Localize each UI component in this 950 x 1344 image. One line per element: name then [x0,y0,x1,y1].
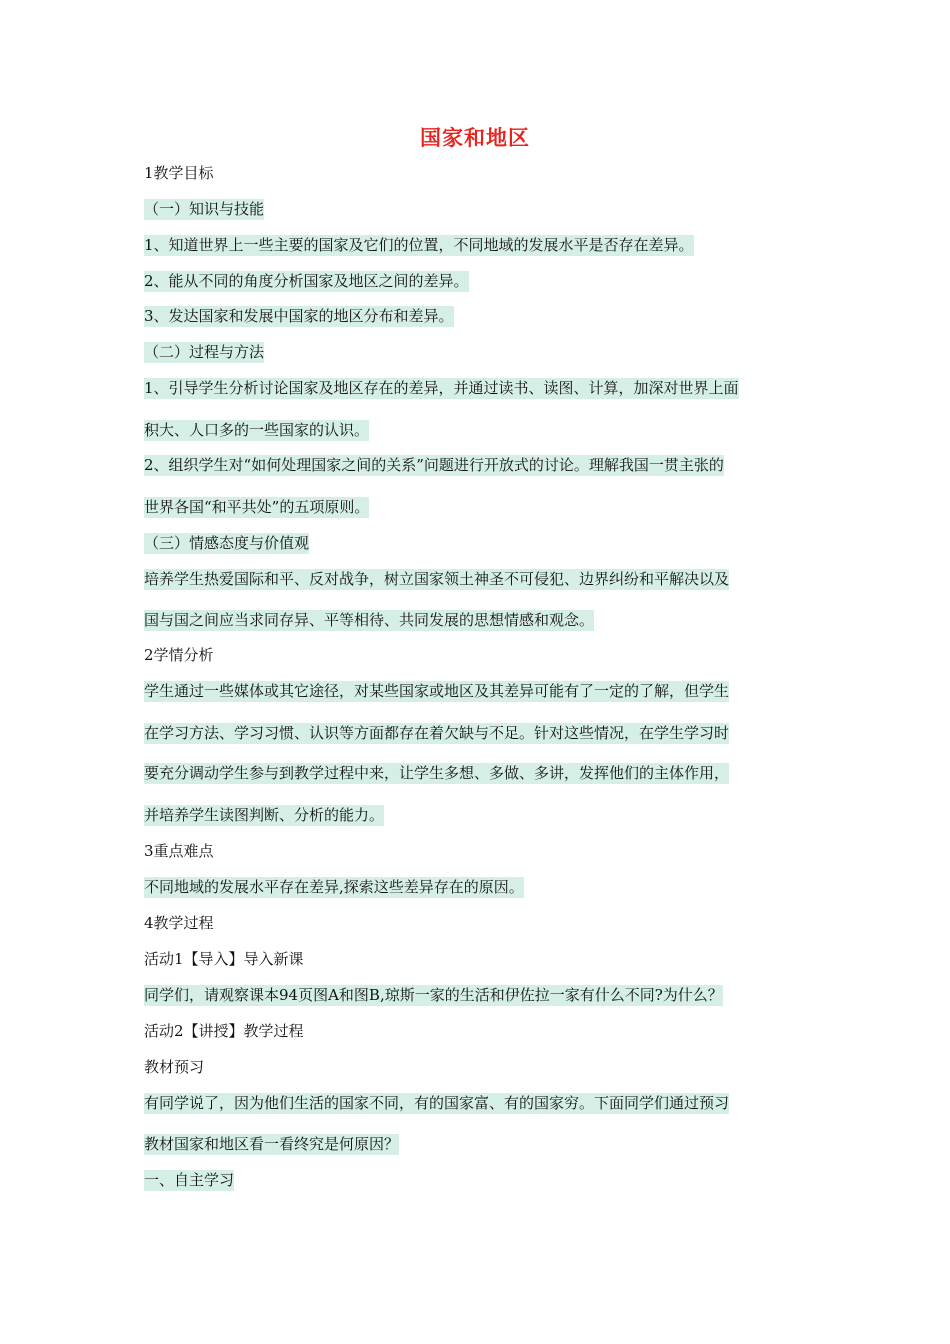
line-text: 一、自主学习 [144,1171,235,1189]
text-line [144,805,384,825]
line-text: 3、发达国家和发展中国家的地区分布和差异。 [144,307,454,325]
line-text: 2学情分析 [144,646,214,664]
text-line [144,1021,304,1041]
line-text: （二）过程与方法 [144,343,265,361]
text-line [144,985,723,1005]
line-text: 学生通过一些媒体或其它途径，对某些国家或地区及其差异可能有了一定的了解，但学生 [144,682,730,700]
text-line [144,306,454,326]
line-text: 2、组织学生对“如何处理国家之间的关系”问题进行开放式的讨论。理解我国一贯主张的 [144,456,724,474]
text-line [144,1134,399,1154]
line-text: （一）知识与技能 [144,200,265,218]
line-text: 并培养学生读图判断、分析的能力。 [144,806,385,824]
line-text: 4教学过程 [144,914,214,932]
text-line [144,610,594,630]
text-line [144,681,729,701]
line-text: 3重点难点 [144,842,214,860]
line-text: 世界各国“和平共处”的五项原则。 [144,498,370,516]
line-text: 国与国之间应当求同存异、平等相待、共同发展的思想情感和观念。 [144,611,595,629]
line-text: 1、引导学生分析讨论国家及地区存在的差异，并通过读书、读图、计算，加深对世界上面 [144,379,739,397]
text-line [144,235,694,255]
text-line [144,877,524,897]
text-line [144,342,264,362]
line-text: 有同学说了，因为他们生活的国家不同，有的国家富、有的国家穷。下面同学们通过预习 [144,1094,730,1112]
text-line [144,271,469,291]
text-line [144,1093,729,1113]
line-text: 不同地域的发展水平存在差异,探索这些差异存在的原因。 [144,878,524,896]
text-line [144,723,729,743]
text-line [144,949,304,969]
line-text: 活动2【讲授】教学过程 [144,1022,304,1040]
line-text: 教材预习 [144,1058,205,1076]
text-line [144,455,724,475]
text-line [144,645,214,665]
line-text: 2、能从不同的角度分析国家及地区之间的差异。 [144,272,469,290]
text-line [144,569,729,589]
document-title: 国家和地区 [420,125,530,150]
text-line [144,841,214,861]
text-line [144,533,309,553]
line-text: （三）情感态度与价值观 [144,534,310,552]
text-line [144,763,729,783]
text-line [144,420,369,440]
text-line [144,497,369,517]
text-line [144,913,214,933]
line-text: 同学们，请观察课本94页图A和图B,琼斯一家的生活和伊佐拉一家有什么不同?为什么？ [144,986,723,1004]
line-text: 要充分调动学生参与到教学过程中来，让学生多想、多做、多讲，发挥他们的主体作用， [144,764,730,782]
line-text: 活动1【导入】导入新课 [144,950,304,968]
line-text: 在学习方法、学习习惯、认识等方面都存在着欠缺与不足。针对这些情况，在学生学习时 [144,724,730,742]
text-line [144,1057,204,1077]
line-text: 1、知道世界上一些主要的国家及它们的位置，不同地域的发展水平是否存在差异。 [144,236,694,254]
text-line [144,163,214,183]
line-text: 教材国家和地区看一看终究是何原因？ [144,1135,400,1153]
line-text: 1教学目标 [144,164,214,182]
line-text: 培养学生热爱国际和平、反对战争，树立国家领土神圣不可侵犯、边界纠纷和平解决以及 [144,570,730,588]
text-line [144,378,739,398]
text-line [144,1170,234,1190]
line-text: 积大、人口多的一些国家的认识。 [144,421,370,439]
text-line [144,199,264,219]
